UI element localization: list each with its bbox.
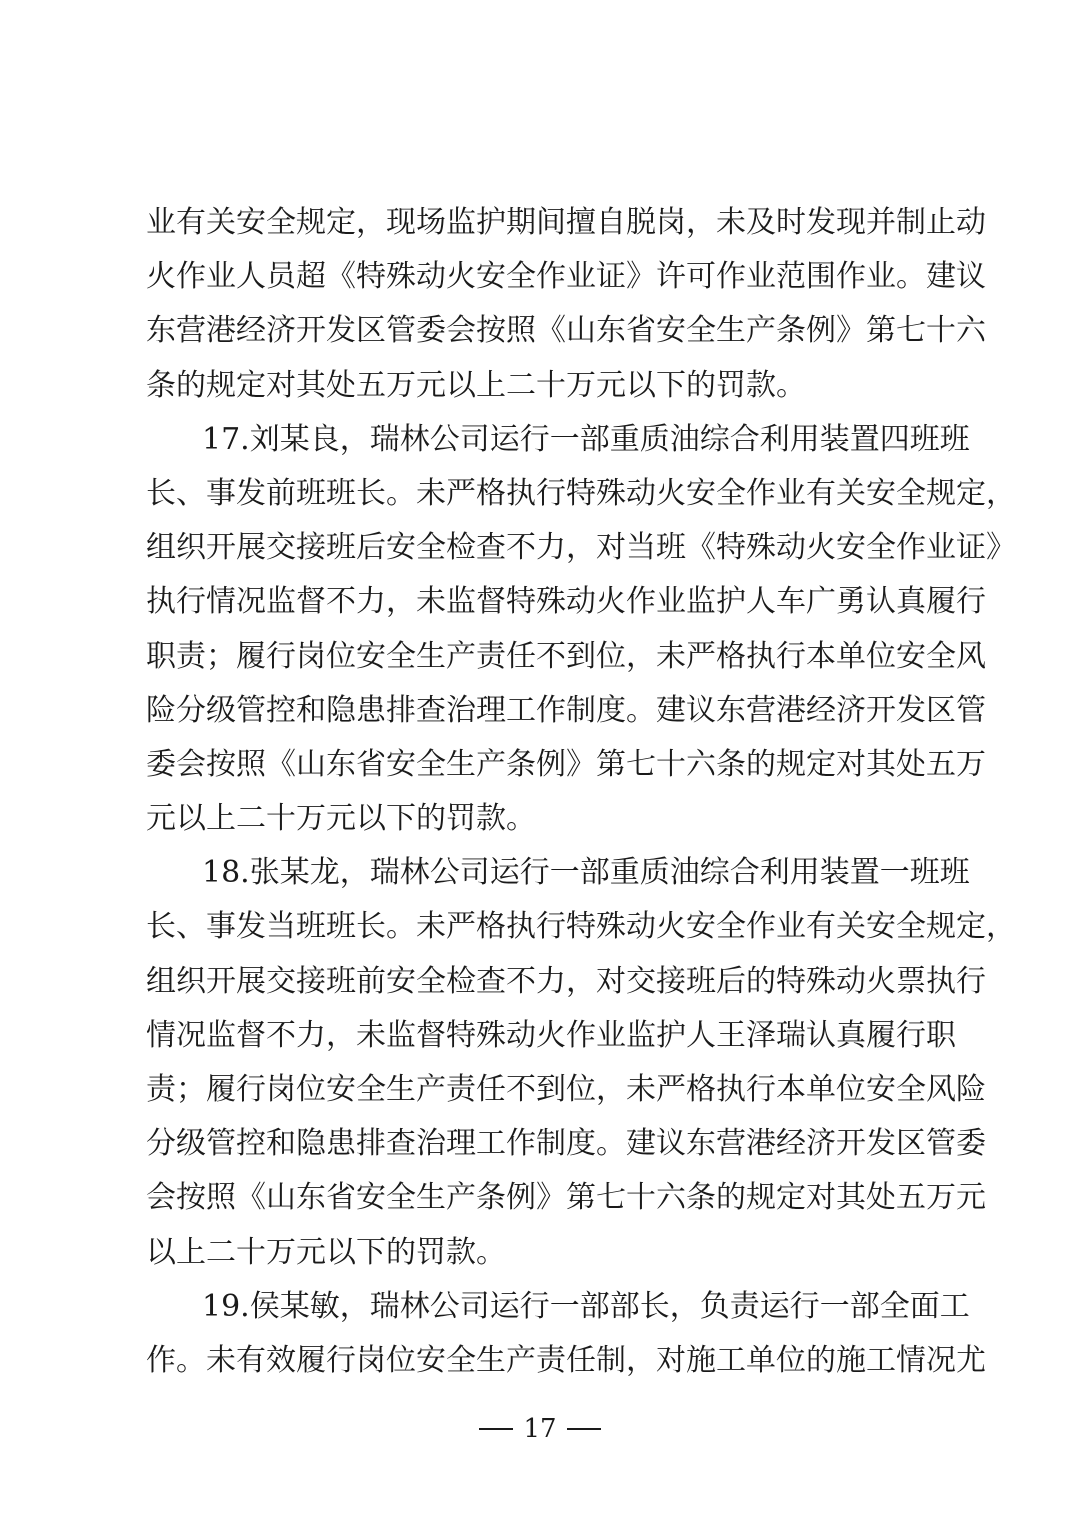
text-line: 情况监督不力，未监督特殊动火作业监护人王泽瑞认真履行职 <box>146 1017 956 1053</box>
text-line: 长、事发前班班长。未严格执行特殊动火安全作业有关安全规定， <box>146 475 1016 511</box>
text-line: 险分级管控和隐患排查治理工作制度。建议东营港经济开发区管 <box>146 692 986 728</box>
text-line: 执行情况监督不力，未监督特殊动火作业监护人车广勇认真履行 <box>146 584 986 620</box>
text-line: 长、事发当班班长。未严格执行特殊动火安全作业有关安全规定， <box>146 909 1016 945</box>
text-line: 委会按照《山东省安全生产条例》第七十六条的规定对其处五万 <box>146 746 986 782</box>
text-line: 以上二十万元以下的罚款。 <box>146 1234 506 1270</box>
body-text <box>146 196 1016 1388</box>
text-line: 业有关安全规定，现场监护期间擅自脱岗，未及时发现并制止动 <box>146 205 986 240</box>
text-line: 条的规定对其处五万元以上二十万元以下的罚款。 <box>146 367 806 403</box>
text-line: 会按照《山东省安全生产条例》第七十六条的规定对其处五万元 <box>146 1180 986 1216</box>
text-line: 东营港经济开发区管委会按照《山东省安全生产条例》第七十六 <box>146 313 986 349</box>
text-line: 组织开展交接班后安全检查不力，对当班《特殊动火安全作业证》 <box>146 530 1016 566</box>
dash-left <box>479 1428 513 1430</box>
text-line: 分级管控和隐患排查治理工作制度。建议东营港经济开发区管委 <box>146 1126 986 1162</box>
text-line: 职责；履行岗位安全生产责任不到位，未严格执行本单位安全风 <box>146 638 986 674</box>
text-line: 17.刘某良，瑞林公司运行一部重质油综合利用装置四班班 <box>202 421 970 457</box>
text-line: 19.侯某敏，瑞林公司运行一部部长，负责运行一部全面工 <box>202 1288 970 1324</box>
text-line: 火作业人员超《特殊动火安全作业证》许可作业范围作业。建议 <box>146 259 986 295</box>
text-line: 作。未有效履行岗位安全生产责任制，对施工单位的施工情况尤 <box>146 1342 986 1378</box>
page-number: 17 <box>523 1414 557 1444</box>
dash-right <box>567 1428 601 1430</box>
text-line: 18.张某龙，瑞林公司运行一部重质油综合利用装置一班班 <box>202 855 970 891</box>
text-line: 元以上二十万元以下的罚款。 <box>146 801 536 837</box>
text-line: 组织开展交接班前安全检查不力，对交接班后的特殊动火票执行 <box>146 963 986 999</box>
text-line: 责；履行岗位安全生产责任不到位，未严格执行本单位安全风险 <box>146 1072 986 1107</box>
page-footer <box>0 1408 1080 1449</box>
